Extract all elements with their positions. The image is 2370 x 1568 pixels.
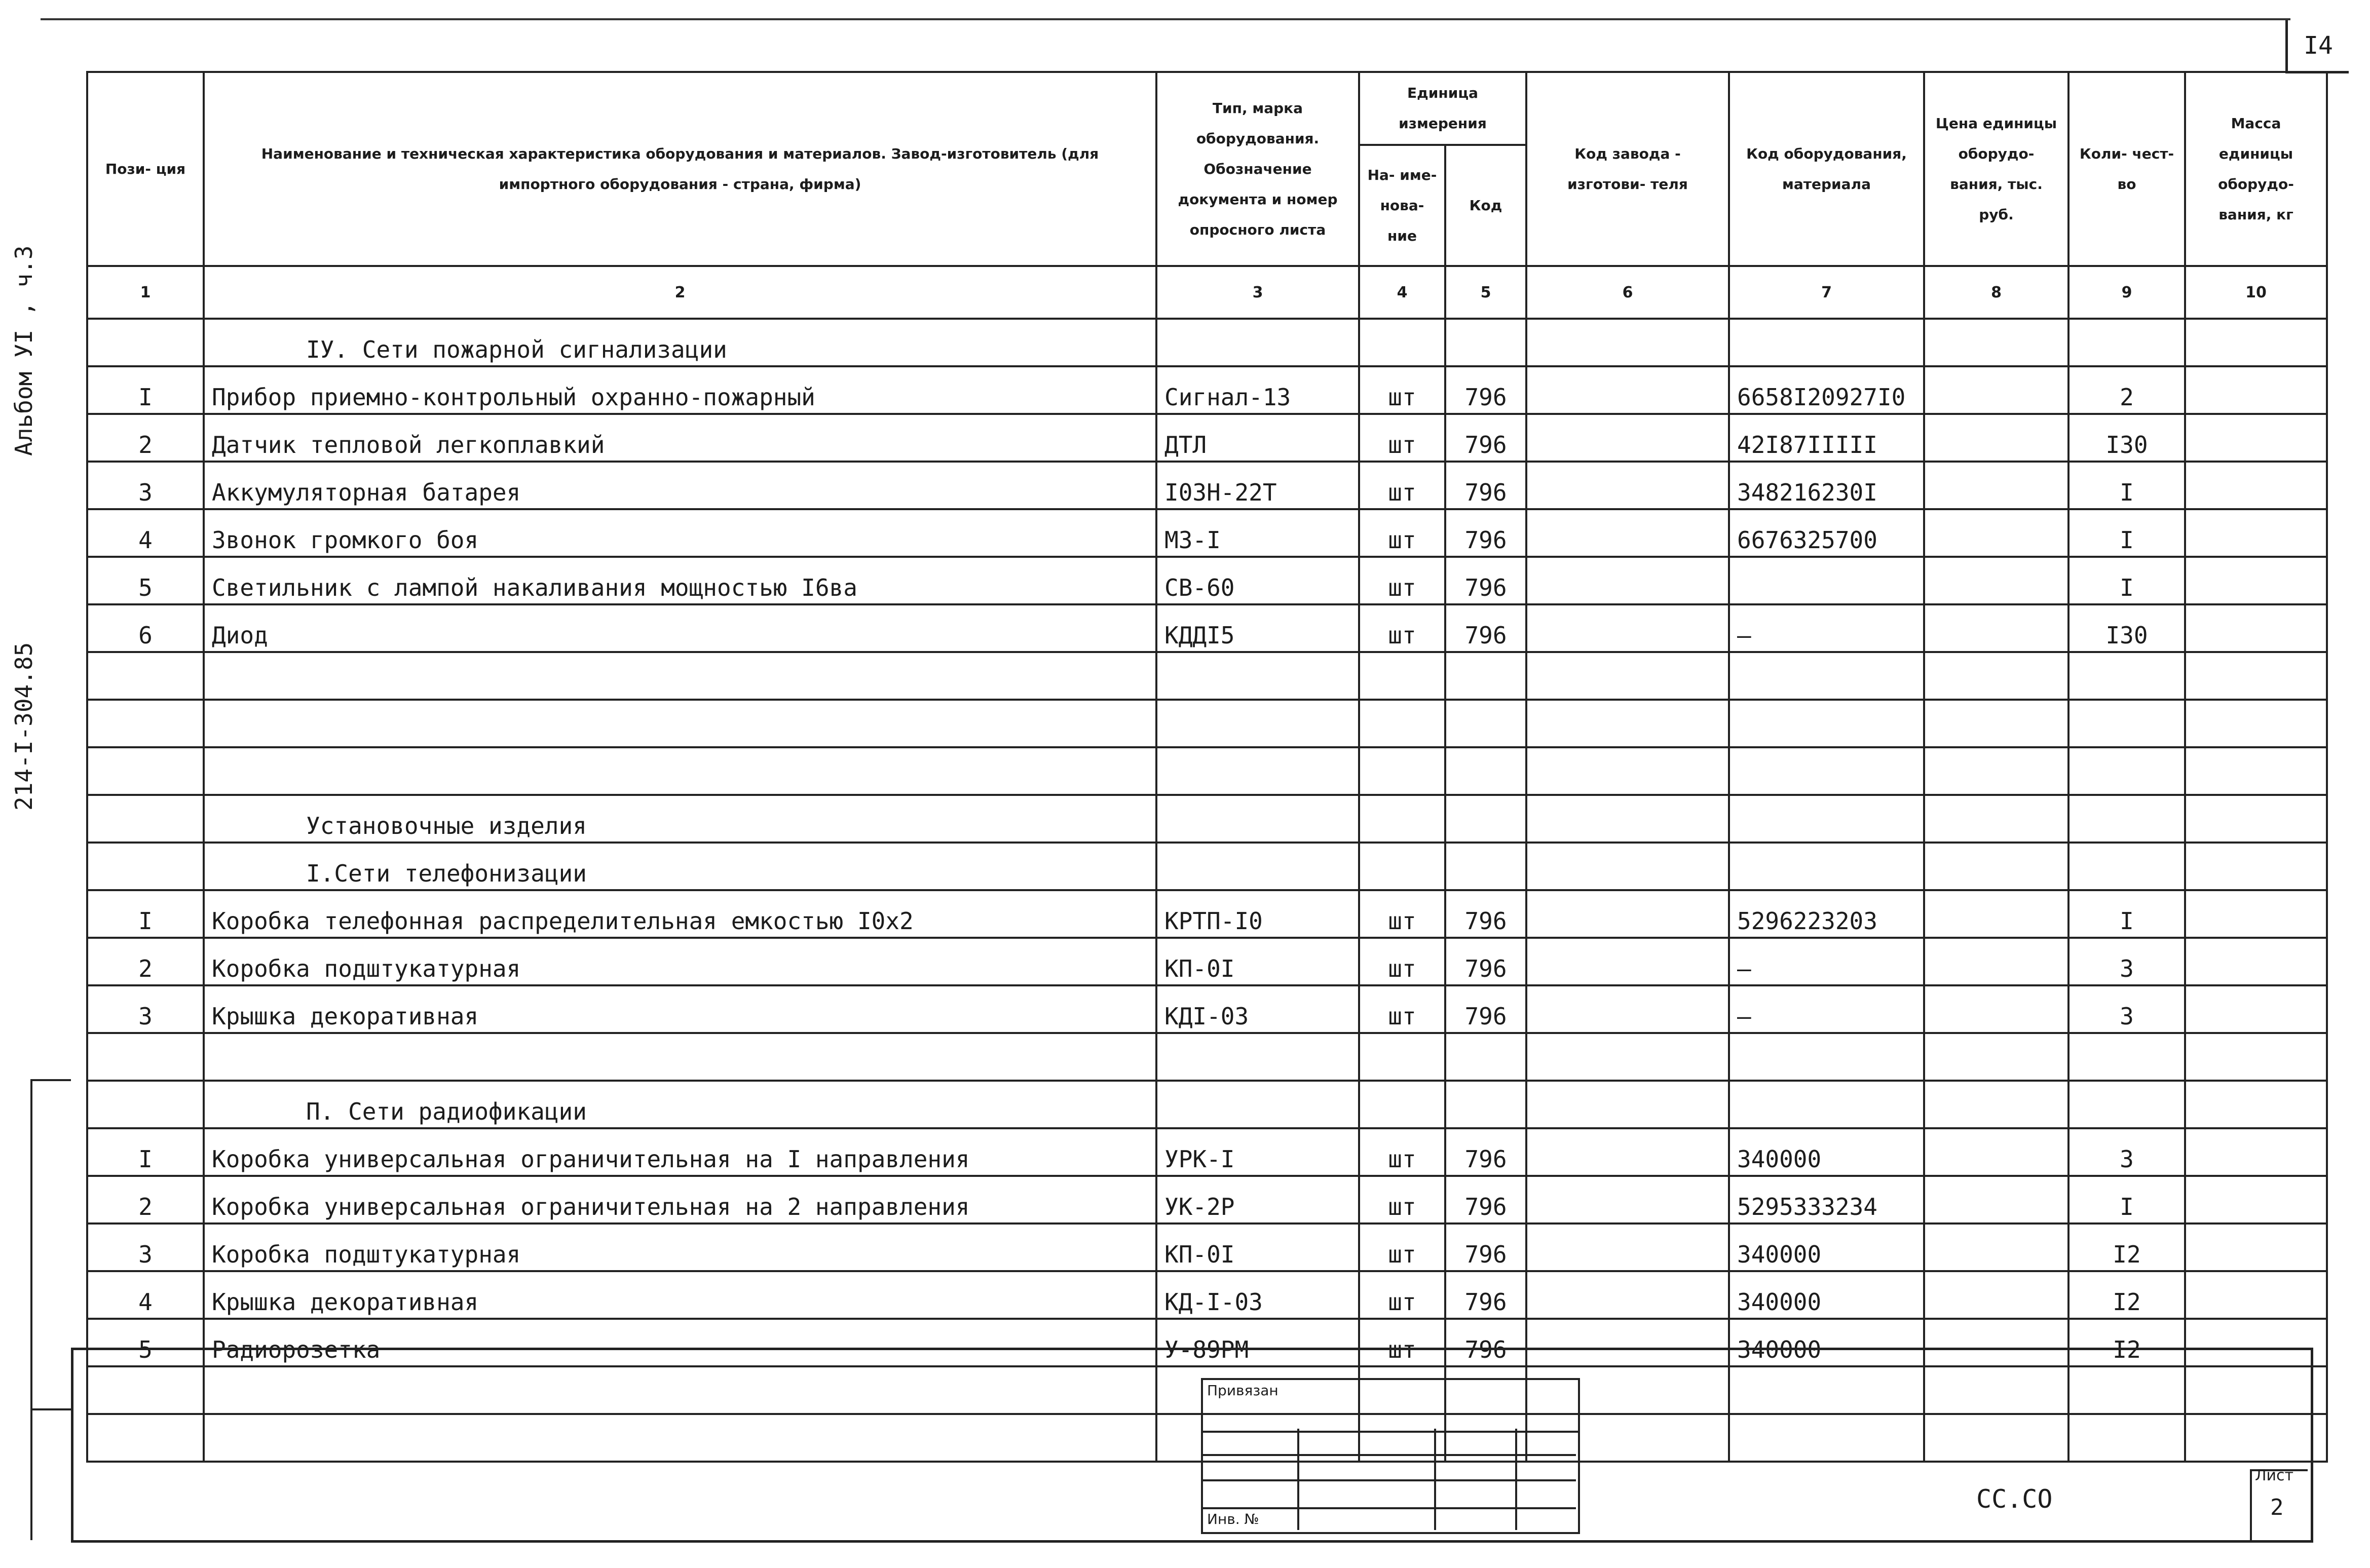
empty-cell: [1445, 700, 1526, 747]
cell-name: Коробка телефонная распределительная емкостью I0х2: [204, 890, 1156, 938]
cell-unit: шт: [1359, 985, 1445, 1033]
cell-type: КП-0I: [1156, 1223, 1359, 1271]
cell-price: [1924, 1128, 2068, 1176]
cell-ucode: 796: [1445, 604, 1526, 652]
section-row: [87, 1081, 2327, 1128]
cell-name: Коробка подштукатурная: [204, 1223, 1156, 1271]
cell-ucode: 796: [1445, 1271, 1526, 1319]
sheet-value: 2: [2270, 1495, 2284, 1520]
cell-mass: [2185, 366, 2327, 414]
blank-row: [87, 747, 2327, 795]
empty-cell: [1729, 652, 1924, 700]
empty-cell: [1526, 795, 1729, 843]
empty-cell: [1526, 700, 1729, 747]
cell-mass: [2185, 1128, 2327, 1176]
cell-unit: шт: [1359, 557, 1445, 604]
empty-cell: [1156, 319, 1359, 366]
cell-pos: 2: [87, 1176, 204, 1223]
approval-divider: [1201, 1479, 1576, 1481]
approval-divider: [1201, 1507, 1576, 1509]
column-number: 10: [2185, 266, 2327, 319]
cell-fcode: [1526, 890, 1729, 938]
cell-ucode: 796: [1445, 462, 1526, 509]
empty-cell: [2185, 1081, 2327, 1128]
empty-cell: [1445, 795, 1526, 843]
cell-unit: шт: [1359, 414, 1445, 462]
empty-cell: [1445, 1033, 1526, 1081]
empty-cell: [2068, 1414, 2185, 1462]
empty-cell: [1526, 319, 1729, 366]
cell-ecode: 5295333234: [1729, 1176, 1924, 1223]
empty-cell: [87, 1366, 204, 1414]
cell-type: ДТЛ: [1156, 414, 1359, 462]
cell-unit: шт: [1359, 1176, 1445, 1223]
empty-cell: [1445, 1081, 1526, 1128]
empty-cell: [1526, 843, 1729, 890]
cell-ucode: 796: [1445, 366, 1526, 414]
header-price: Цена единицы оборудо- вания, тыс. руб.: [1924, 72, 2068, 266]
cell-mass: [2185, 938, 2327, 985]
cell-type: КДДI5: [1156, 604, 1359, 652]
frame-left: [71, 1348, 73, 1540]
cell-pos: 3: [87, 985, 204, 1033]
cell-name: Коробка универсальная ограничительная на I направления: [204, 1128, 1156, 1176]
cell-type: У-89РМ: [1156, 1319, 1359, 1366]
header-unit: Единица измерения: [1359, 72, 1526, 145]
table-row: [87, 1176, 2327, 1223]
frame-top-line: [41, 18, 2290, 20]
cell-mass: [2185, 1319, 2327, 1366]
empty-cell: [1924, 652, 2068, 700]
project-code: 214-I-304.85: [10, 642, 37, 811]
cell-fcode: [1526, 414, 1729, 462]
cell-mass: [2185, 985, 2327, 1033]
table-row: [87, 509, 2327, 557]
empty-cell: [1156, 1081, 1359, 1128]
empty-cell: [1729, 1081, 1924, 1128]
cell-pos: 3: [87, 462, 204, 509]
empty-cell: [2068, 652, 2185, 700]
cell-mass: [2185, 414, 2327, 462]
blank-row: [87, 652, 2327, 700]
empty-cell: [2068, 795, 2185, 843]
empty-cell: [1445, 843, 1526, 890]
cell-type: КП-0I: [1156, 938, 1359, 985]
table-row: [87, 938, 2327, 985]
cell-ecode: 340000: [1729, 1223, 1924, 1271]
empty-cell: [87, 1081, 204, 1128]
cell-ecode: 6658I20927I0: [1729, 366, 1924, 414]
cell-type: МЗ-I: [1156, 509, 1359, 557]
column-numbers-row: [87, 266, 2327, 319]
cell-qty: I: [2068, 462, 2185, 509]
empty-cell: [2185, 319, 2327, 366]
cell-pos: 2: [87, 414, 204, 462]
cell-price: [1924, 1176, 2068, 1223]
frame-stub: [30, 1408, 71, 1410]
table-body: [87, 319, 2327, 1462]
table-row: [87, 557, 2327, 604]
cell-price: [1924, 985, 2068, 1033]
cell-qty: I30: [2068, 604, 2185, 652]
cell-pos: 4: [87, 1271, 204, 1319]
cell-unit: шт: [1359, 890, 1445, 938]
empty-cell: [1924, 319, 2068, 366]
cell-unit: шт: [1359, 938, 1445, 985]
empty-cell: [1156, 795, 1359, 843]
cell-fcode: [1526, 366, 1729, 414]
column-number: 2: [204, 266, 1156, 319]
cell-ecode: 340000: [1729, 1128, 1924, 1176]
attached-label: Привязан: [1207, 1382, 1278, 1399]
empty-cell: [1729, 700, 1924, 747]
frame-stub-vertical: [30, 1079, 32, 1540]
cell-unit: шт: [1359, 604, 1445, 652]
empty-cell: [204, 1033, 1156, 1081]
cell-price: [1924, 604, 2068, 652]
cell-ucode: 796: [1445, 938, 1526, 985]
empty-cell: [1359, 1081, 1445, 1128]
cell-price: [1924, 1319, 2068, 1366]
cell-fcode: [1526, 509, 1729, 557]
empty-cell: [204, 1414, 1156, 1462]
empty-cell: [87, 795, 204, 843]
empty-cell: [1156, 652, 1359, 700]
section-title: П. Сети радиофикации: [204, 1081, 1156, 1128]
cell-type: КД-I-03: [1156, 1271, 1359, 1319]
empty-cell: [2068, 1033, 2185, 1081]
cell-type: КДI-03: [1156, 985, 1359, 1033]
cell-ecode: [1729, 557, 1924, 604]
cell-type: КРТП-I0: [1156, 890, 1359, 938]
inventory-number-label: Инв. №: [1207, 1511, 1259, 1527]
table-row: [87, 1128, 2327, 1176]
cell-qty: I: [2068, 890, 2185, 938]
column-number: 3: [1156, 266, 1359, 319]
cell-qty: 3: [2068, 938, 2185, 985]
approval-divider: [1201, 1454, 1576, 1456]
specification-table: [86, 71, 2328, 1463]
empty-cell: [87, 843, 204, 890]
cell-type: УРК-I: [1156, 1128, 1359, 1176]
table-row: [87, 414, 2327, 462]
empty-cell: [1359, 700, 1445, 747]
cell-name: Коробка подштукатурная: [204, 938, 1156, 985]
column-number: 6: [1526, 266, 1729, 319]
cell-ecode: 42I87IIIII: [1729, 414, 1924, 462]
empty-cell: [2068, 843, 2185, 890]
cell-ecode: 5296223203: [1729, 890, 1924, 938]
empty-cell: [2185, 700, 2327, 747]
empty-cell: [1526, 1081, 1729, 1128]
cell-mass: [2185, 557, 2327, 604]
empty-cell: [1729, 747, 1924, 795]
empty-cell: [1359, 652, 1445, 700]
section-title: Установочные изделия: [204, 795, 1156, 843]
cell-pos: 5: [87, 557, 204, 604]
cell-price: [1924, 1271, 2068, 1319]
album-label: Альбом УI , ч.3: [10, 245, 37, 456]
cell-fcode: [1526, 985, 1729, 1033]
table-row: [87, 985, 2327, 1033]
empty-cell: [1359, 843, 1445, 890]
cell-type: УК-2Р: [1156, 1176, 1359, 1223]
cell-name: Светильник с лампой накаливания мощностью I6ва: [204, 557, 1156, 604]
cell-name: Крышка декоративная: [204, 985, 1156, 1033]
cell-type: I0ЗН-22Т: [1156, 462, 1359, 509]
table-row: [87, 1319, 2327, 1366]
column-number: 9: [2068, 266, 2185, 319]
cell-ucode: 796: [1445, 1128, 1526, 1176]
cell-qty: I: [2068, 1176, 2185, 1223]
cell-type: Сигнал-13: [1156, 366, 1359, 414]
cell-qty: I2: [2068, 1319, 2185, 1366]
header-quantity: Коли- чест- во: [2068, 72, 2185, 266]
cell-qty: 3: [2068, 1128, 2185, 1176]
empty-cell: [1729, 795, 1924, 843]
cell-qty: I2: [2068, 1271, 2185, 1319]
cell-pos: I: [87, 366, 204, 414]
empty-cell: [1729, 319, 1924, 366]
column-number: 7: [1729, 266, 1924, 319]
cell-fcode: [1526, 1223, 1729, 1271]
cell-mass: [2185, 1176, 2327, 1223]
empty-cell: [1924, 795, 2068, 843]
cell-pos: I: [87, 890, 204, 938]
header-equipment-code: Код оборудования, материала: [1729, 72, 1924, 266]
table-row: [87, 604, 2327, 652]
cell-fcode: [1526, 462, 1729, 509]
empty-cell: [1729, 843, 1924, 890]
section-row: [87, 319, 2327, 366]
cell-ecode: –: [1729, 938, 1924, 985]
approval-block: [1201, 1378, 1576, 1540]
cell-qty: I30: [2068, 414, 2185, 462]
cell-unit: шт: [1359, 1128, 1445, 1176]
cell-fcode: [1526, 1176, 1729, 1223]
table-row: [87, 890, 2327, 938]
column-number: 8: [1924, 266, 2068, 319]
empty-cell: [2185, 1366, 2327, 1414]
section-title: IУ. Сети пожарной сигнализации: [204, 319, 1156, 366]
frame-bottom: [71, 1540, 2311, 1543]
blank-row: [87, 700, 2327, 747]
empty-cell: [204, 747, 1156, 795]
section-row: [87, 795, 2327, 843]
empty-cell: [1359, 747, 1445, 795]
empty-cell: [1924, 700, 2068, 747]
empty-cell: [2068, 319, 2185, 366]
cell-unit: шт: [1359, 366, 1445, 414]
cell-qty: 2: [2068, 366, 2185, 414]
cell-price: [1924, 557, 2068, 604]
sheet-label: Лист: [2255, 1467, 2294, 1484]
cell-name: Датчик тепловой легкоплавкий: [204, 414, 1156, 462]
empty-cell: [1729, 1414, 1924, 1462]
empty-cell: [1729, 1033, 1924, 1081]
table-row: [87, 1271, 2327, 1319]
column-number: 5: [1445, 266, 1526, 319]
empty-cell: [204, 652, 1156, 700]
empty-cell: [1924, 843, 2068, 890]
cell-unit: шт: [1359, 509, 1445, 557]
cell-name: Прибор приемно-контрольный охранно-пожарный: [204, 366, 1156, 414]
empty-cell: [2185, 1033, 2327, 1081]
empty-cell: [2185, 652, 2327, 700]
cell-pos: 2: [87, 938, 204, 985]
empty-cell: [2185, 1414, 2327, 1462]
empty-cell: [87, 747, 204, 795]
empty-cell: [1526, 747, 1729, 795]
cell-price: [1924, 1223, 2068, 1271]
cell-name: Диод: [204, 604, 1156, 652]
cell-price: [1924, 890, 2068, 938]
cell-fcode: [1526, 938, 1729, 985]
empty-cell: [2068, 1366, 2185, 1414]
empty-cell: [87, 319, 204, 366]
cell-fcode: [1526, 1128, 1729, 1176]
empty-cell: [1729, 1366, 1924, 1414]
cell-pos: I: [87, 1128, 204, 1176]
section-row: [87, 843, 2327, 890]
empty-cell: [1445, 652, 1526, 700]
cell-mass: [2185, 1271, 2327, 1319]
empty-cell: [87, 1033, 204, 1081]
empty-cell: [2068, 700, 2185, 747]
table-row: [87, 366, 2327, 414]
empty-cell: [1924, 1414, 2068, 1462]
cell-price: [1924, 938, 2068, 985]
cell-pos: 4: [87, 509, 204, 557]
empty-cell: [1156, 747, 1359, 795]
empty-cell: [87, 1414, 204, 1462]
empty-cell: [87, 652, 204, 700]
empty-cell: [1359, 795, 1445, 843]
empty-cell: [87, 700, 204, 747]
cell-ucode: 796: [1445, 557, 1526, 604]
cell-ucode: 796: [1445, 509, 1526, 557]
empty-cell: [1924, 1081, 2068, 1128]
header-factory-code: Код завода - изготови- теля: [1526, 72, 1729, 266]
sheet-number: I4: [2285, 20, 2349, 73]
cell-ucode: 796: [1445, 985, 1526, 1033]
header-unit-code: Код: [1445, 145, 1526, 266]
header-type: Тип, марка оборудования. Обозначение документа и номер опросного листа: [1156, 72, 1359, 266]
empty-cell: [1156, 1033, 1359, 1081]
cell-fcode: [1526, 1319, 1729, 1366]
cell-ecode: 348216230I: [1729, 462, 1924, 509]
empty-cell: [1526, 652, 1729, 700]
column-number: 1: [87, 266, 204, 319]
header-mass: Масса единицы оборудо- вания, кг: [2185, 72, 2327, 266]
header-position: Пози- ция: [87, 72, 204, 266]
cell-unit: шт: [1359, 1223, 1445, 1271]
cell-mass: [2185, 462, 2327, 509]
empty-cell: [1359, 319, 1445, 366]
blank-row: [87, 1033, 2327, 1081]
empty-cell: [2068, 1081, 2185, 1128]
cell-type: СВ-60: [1156, 557, 1359, 604]
column-number: 4: [1359, 266, 1445, 319]
empty-cell: [1156, 700, 1359, 747]
section-title: I.Сети телефонизации: [204, 843, 1156, 890]
frame-right: [2311, 1348, 2313, 1543]
cell-price: [1924, 509, 2068, 557]
cell-mass: [2185, 604, 2327, 652]
cell-ucode: 796: [1445, 414, 1526, 462]
header-row: [87, 72, 2327, 145]
frame-title-top: [71, 1348, 2311, 1350]
cell-ecode: 340000: [1729, 1319, 1924, 1366]
frame-stub: [30, 1079, 71, 1081]
cell-name: Коробка универсальная ограничительная на 2 направления: [204, 1176, 1156, 1223]
empty-cell: [1526, 1033, 1729, 1081]
empty-cell: [1924, 747, 2068, 795]
cell-pos: 6: [87, 604, 204, 652]
cell-qty: I: [2068, 557, 2185, 604]
cell-qty: I2: [2068, 1223, 2185, 1271]
cell-unit: шт: [1359, 462, 1445, 509]
cell-ecode: –: [1729, 985, 1924, 1033]
table-row: [87, 1223, 2327, 1271]
empty-cell: [1924, 1366, 2068, 1414]
cell-qty: 3: [2068, 985, 2185, 1033]
empty-cell: [2185, 747, 2327, 795]
empty-cell: [1445, 319, 1526, 366]
empty-cell: [1359, 1033, 1445, 1081]
cell-ecode: 340000: [1729, 1271, 1924, 1319]
cell-ucode: 796: [1445, 1223, 1526, 1271]
empty-cell: [1924, 1033, 2068, 1081]
table-row: [87, 462, 2327, 509]
empty-cell: [1445, 747, 1526, 795]
cell-ucode: 796: [1445, 1319, 1526, 1366]
cell-name: Крышка декоративная: [204, 1271, 1156, 1319]
empty-cell: [2185, 795, 2327, 843]
cell-unit: шт: [1359, 1271, 1445, 1319]
cell-ucode: 796: [1445, 890, 1526, 938]
cell-unit: шт: [1359, 1319, 1445, 1366]
cell-ucode: 796: [1445, 1176, 1526, 1223]
cell-pos: 3: [87, 1223, 204, 1271]
cell-fcode: [1526, 557, 1729, 604]
empty-cell: [2185, 843, 2327, 890]
empty-cell: [204, 700, 1156, 747]
header-unit-name: На- име- нова- ние: [1359, 145, 1445, 266]
empty-cell: [1156, 843, 1359, 890]
cell-price: [1924, 366, 2068, 414]
cell-price: [1924, 414, 2068, 462]
document-code: СС.СО: [1976, 1484, 2053, 1514]
cell-name: Радиорозетка: [204, 1319, 1156, 1366]
cell-pos: 5: [87, 1319, 204, 1366]
cell-mass: [2185, 1223, 2327, 1271]
cell-price: [1924, 462, 2068, 509]
cell-name: Аккумуляторная батарея: [204, 462, 1156, 509]
cell-qty: I: [2068, 509, 2185, 557]
cell-ecode: –: [1729, 604, 1924, 652]
empty-cell: [2068, 747, 2185, 795]
cell-mass: [2185, 509, 2327, 557]
empty-cell: [204, 1366, 1156, 1414]
cell-fcode: [1526, 1271, 1729, 1319]
cell-mass: [2185, 890, 2327, 938]
cell-ecode: 6676325700: [1729, 509, 1924, 557]
header-name: Наименование и техническая характеристика оборудования и материалов. Завод-изготовитель (для импортного оборудования - страна, фирма): [204, 72, 1156, 266]
cell-name: Звонок громкого боя: [204, 509, 1156, 557]
cell-fcode: [1526, 604, 1729, 652]
